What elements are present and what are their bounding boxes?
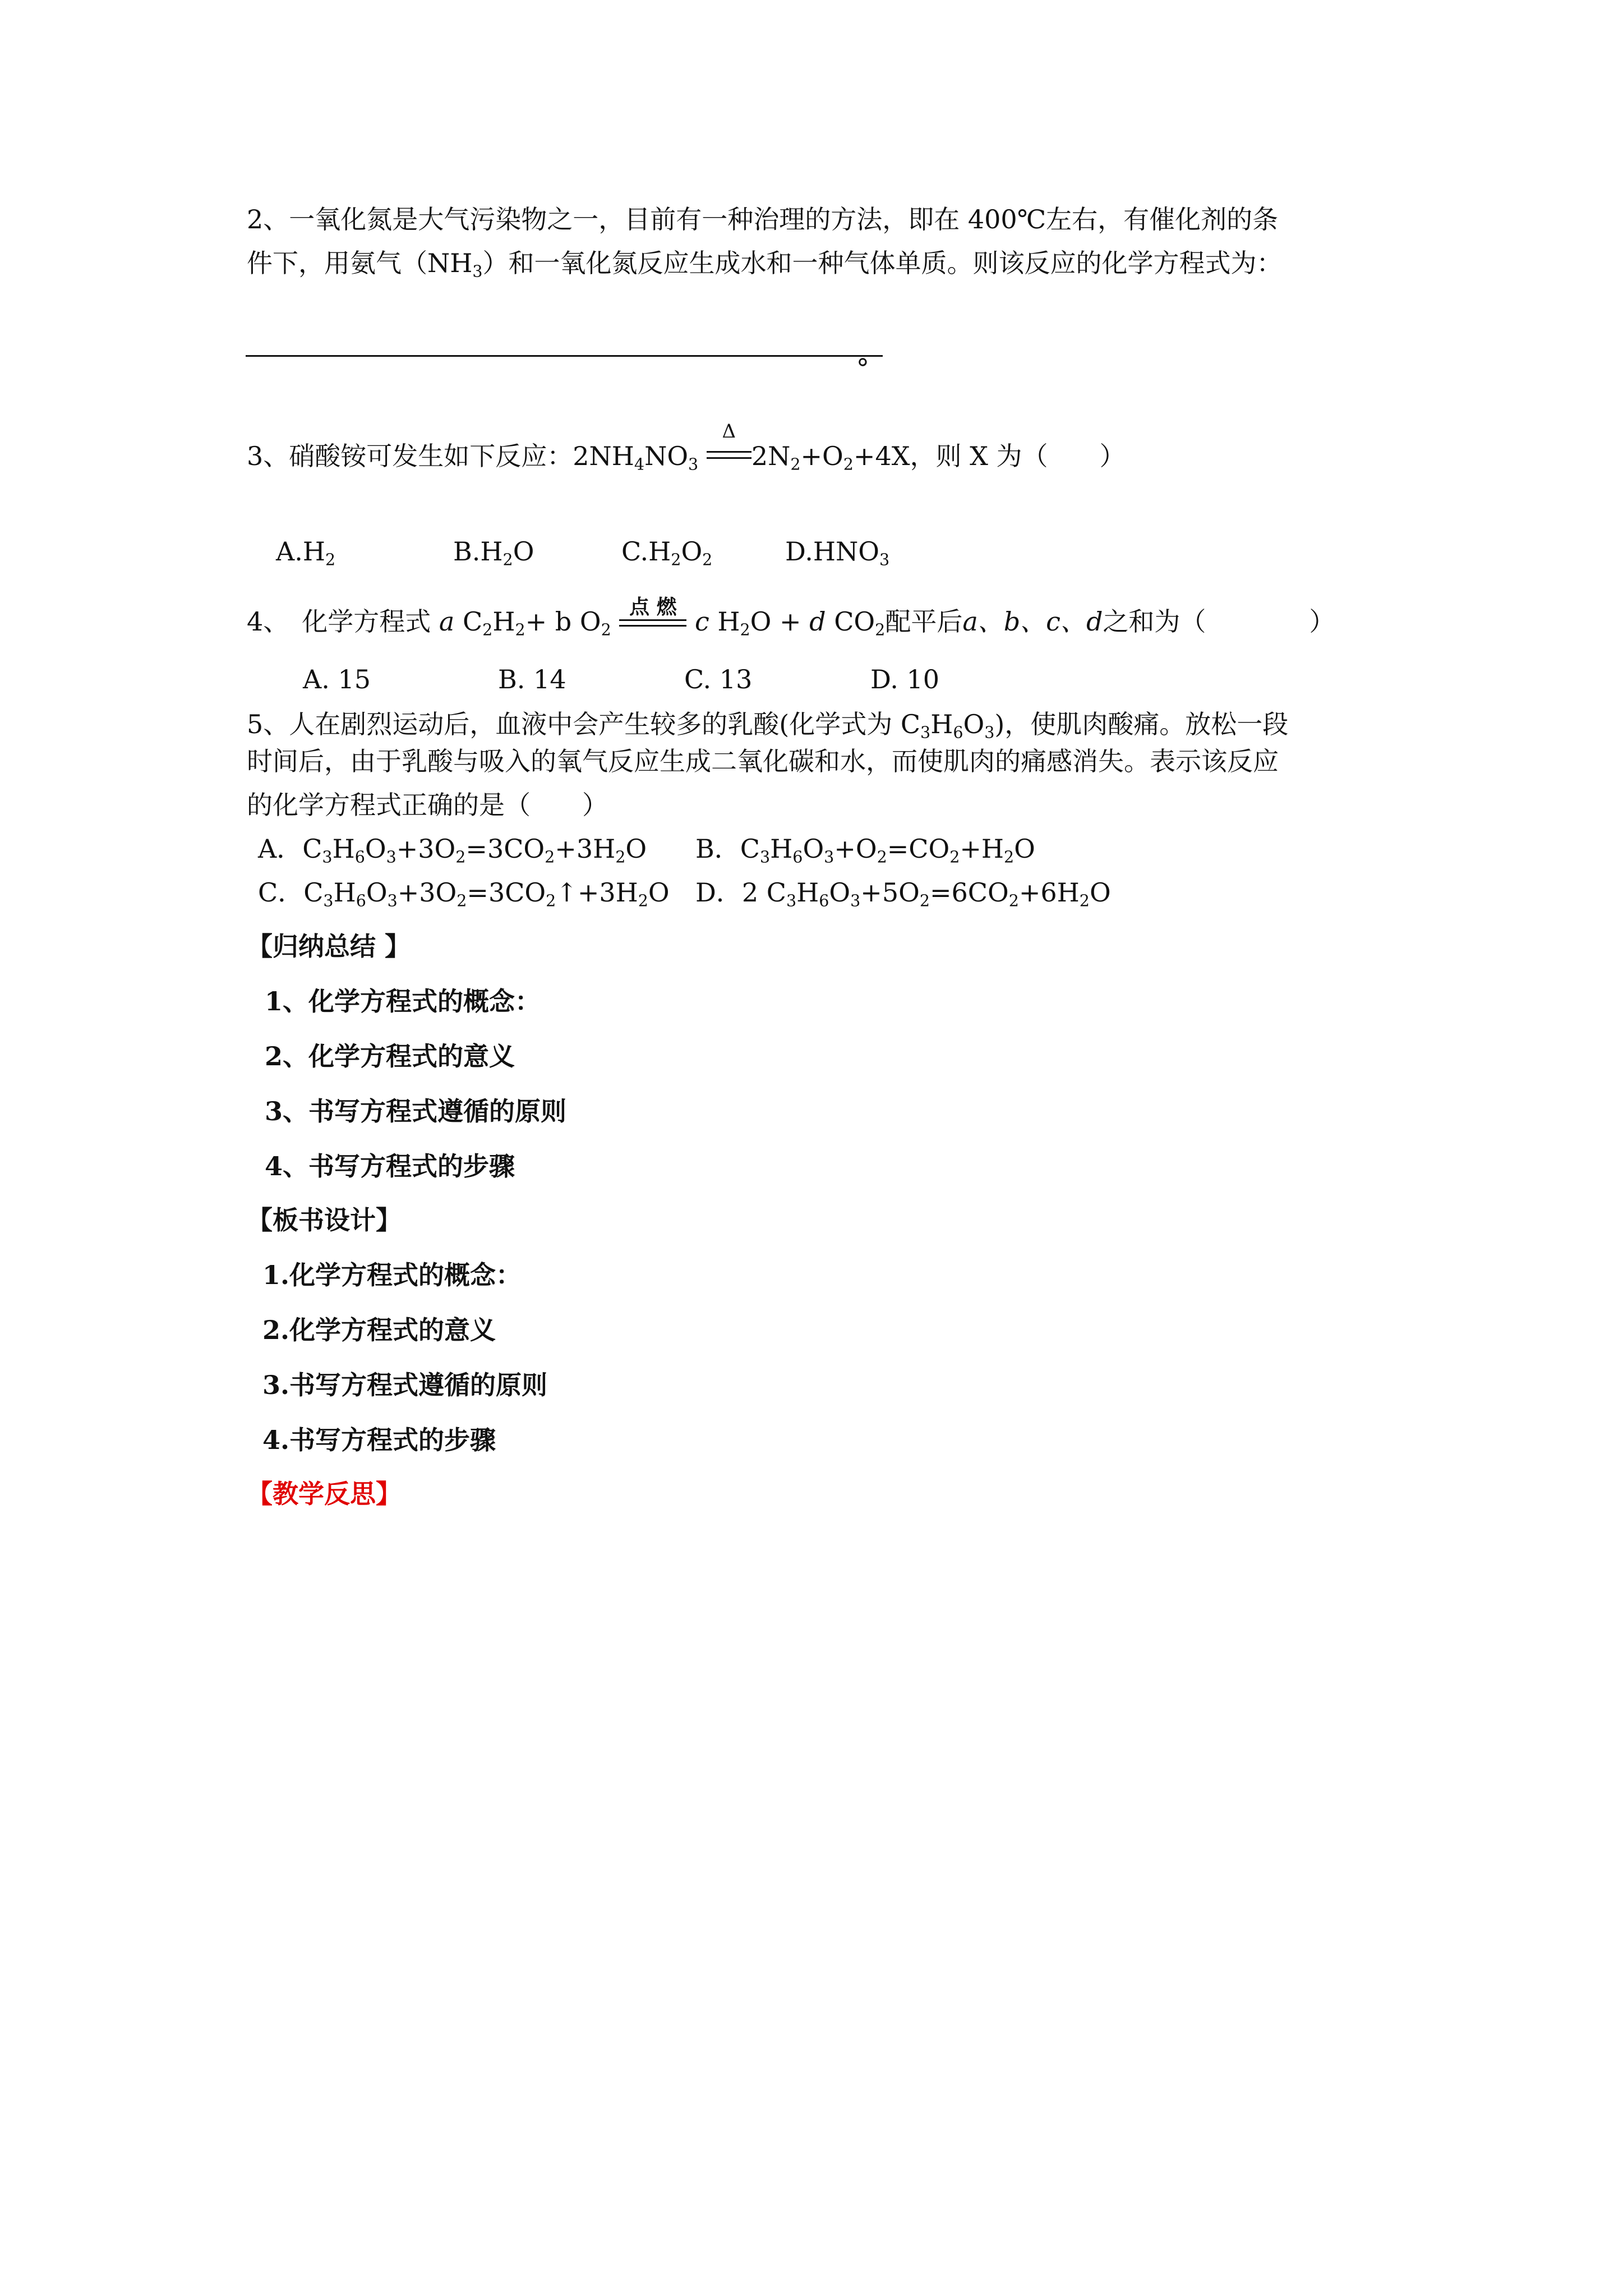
q3-option-b: $B.H_2O$ (453, 536, 534, 569)
q4-option-a: A. 15 (303, 664, 371, 694)
q3-option-d: $D.HNO_3$ (785, 536, 890, 569)
gas-arrow-icon: ↑ (556, 877, 578, 908)
summary-item: 3、书写方程式遵循的原则 (265, 1096, 567, 1126)
board-item: 3.书写方程式遵循的原则 (262, 1370, 548, 1400)
q5-option-c: C．$C_3H_6O_3+3O_2=3CO_2↑+3H_2O$ (258, 877, 670, 910)
q5-option-a: A．$C_3H_6O_3+3O_2=3CO_2+3H_2O$ (258, 834, 647, 867)
heat-condition-sign: Δ (707, 451, 751, 469)
q4-option-c: C. 13 (684, 664, 753, 694)
q5-option-d: D．2 $C_3H_6O_3+5O_2=6CO_2+6H_2O$ (695, 877, 1111, 910)
q5-line1: 5、人在剧烈运动后，血液中会产生较多的乳酸(化学式为 $C_3H_6O_3$)，使肌肉酸痛。放松一段 (247, 709, 1289, 742)
summary-item: 2、化学方程式的意义 (265, 1041, 515, 1071)
board-heading: 【板书设计】 (247, 1205, 402, 1235)
ignition-condition-sign: 点 燃 (619, 619, 686, 634)
q3-option-a: $A.H_2$ (276, 536, 336, 569)
summary-item: 1、化学方程式的概念： (265, 986, 541, 1016)
q2-period: 。 (858, 339, 884, 370)
q2-line2: 件下，用氨气$(NH_3)$和一氧化氮反应生成水和一种气体单质。则该反应的化学方程式为： (247, 248, 1283, 281)
q5-option-b: B．$C_3H_6O_3+O_2=CO_2+H_2O$ (695, 834, 1035, 867)
board-item: 2.化学方程式的意义 (262, 1315, 496, 1345)
board-item: 1.化学方程式的概念： (262, 1260, 522, 1290)
q3-option-c: $C.H_2O_2$ (621, 536, 713, 569)
q4-option-b: B. 14 (498, 664, 566, 694)
q5-line3: 的化学方程式正确的是（ ） (247, 790, 608, 820)
q4-option-d: D. 10 (870, 664, 940, 694)
summary-item: 4、书写方程式的步骤 (265, 1151, 515, 1181)
q5-line2: 时间后，由于乳酸与吸入的氧气反应生成二氧化碳和水，而使肌肉的痛感消失。表示该反应 (247, 746, 1279, 776)
summary-heading: 【归纳总结 】 (247, 931, 411, 961)
q4-equation: 4、 化学方程式 a $C_2H_2+ b$ $O_2$ 点 燃 c $H_2O + d$ $CO_2$配平后a、b、c、d之和为（ ） (247, 595, 1335, 639)
reflection-heading: 【教学反思】 (247, 1479, 402, 1509)
q2-line1: 2、一氧化氮是大气污染物之一，目前有一种治理的方法，即在 400℃左右，有催化剂的条 (247, 204, 1279, 234)
q3-equation: 3、硝酸铵可发生如下反应：$2NH_4NO_3$ Δ $2N_2+O_2+4X$，则 X 为（ ） (247, 420, 1126, 474)
board-item: 4.书写方程式的步骤 (262, 1425, 496, 1455)
q2-answer-blank (246, 355, 883, 357)
